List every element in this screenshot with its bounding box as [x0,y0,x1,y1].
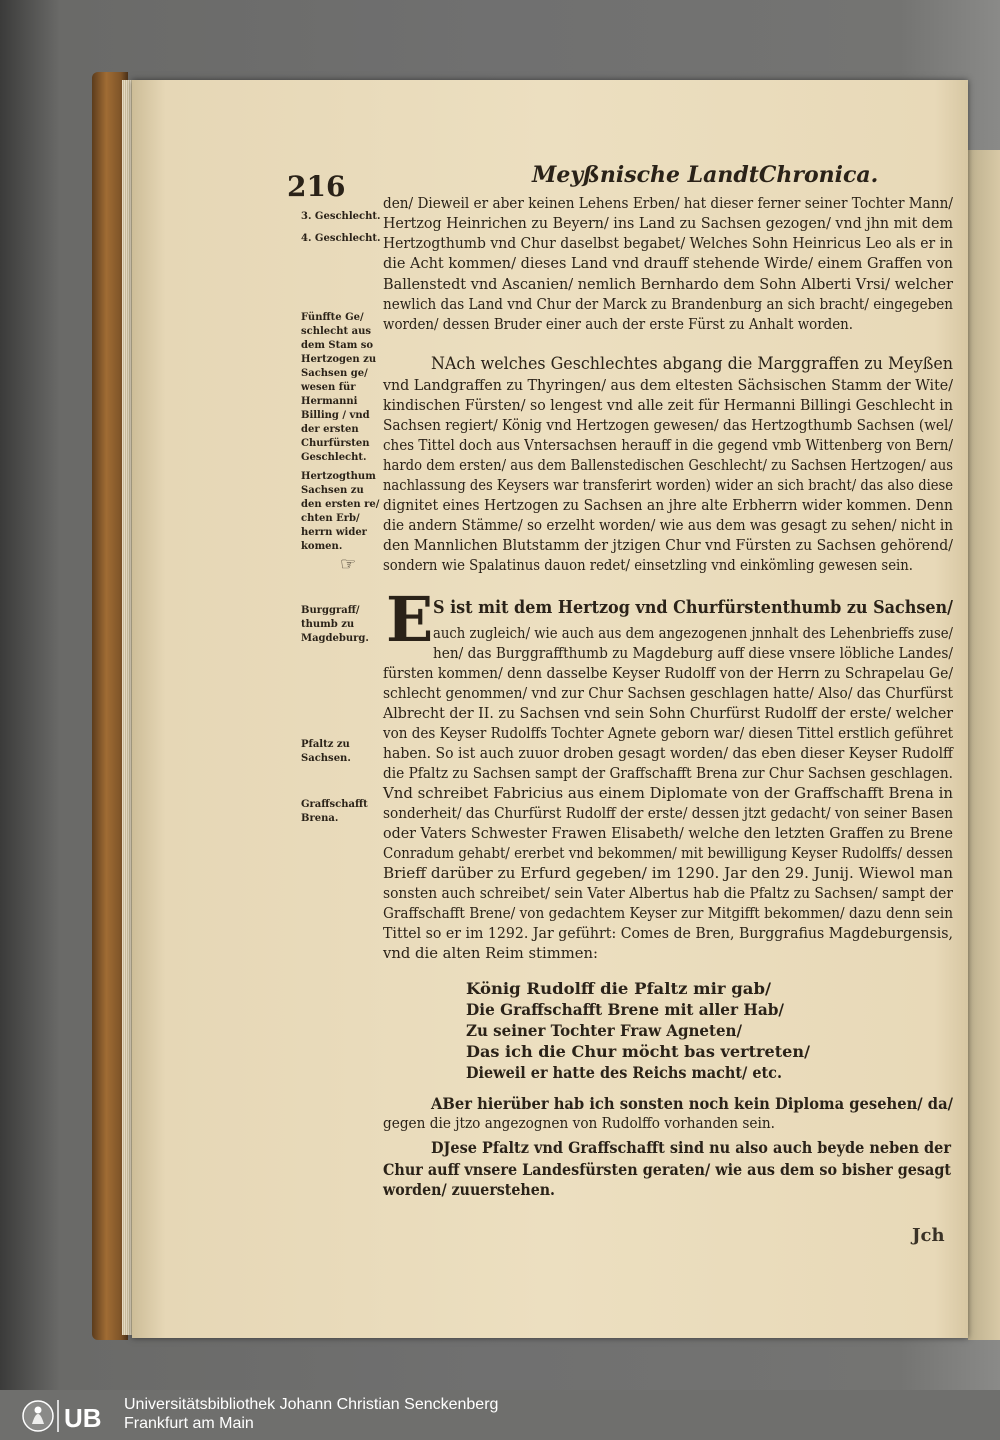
margin-note: der ersten [301,424,359,435]
adjacent-page [968,150,1000,1340]
margin-note: Hermanni [301,396,358,407]
verse-line: Dieweil er hatte des Reichs macht/ etc. [466,1063,782,1082]
text-line: die Pfaltz zu Sachsen sampt der Graffschafft Brena zur Chur Sachsen geschlagen. [383,766,953,782]
margin-note: Sachsen. [301,753,351,764]
margin-note: dem Stam so [301,340,374,351]
text-line: Hertzogthumb vnd Chur daselbst begabet/ Welches Sohn Heinricus Leo als er in [383,236,953,252]
margin-note: Hertzogen zu [301,354,377,365]
text-line: Sachsen regiert/ König vnd Hertzogen gewesen/ das Hertzogthumb Sachsen (wel/ [383,418,953,434]
text-line: hen/ das Burggraffthumb zu Magdeburg auff diese vnsere löbliche Landes/ [433,646,953,662]
text-line: fürsten kommen/ denn dasselbe Keyser Rudolff von der Herrn zu Schrapelau Ge/ [383,666,953,682]
margin-note: schlecht aus [301,326,371,337]
drop-cap: E [386,583,434,656]
margin-note: den ersten re/ [301,499,380,510]
verse-line: Das ich die Chur möcht bas vertreten/ [466,1042,810,1061]
text-line: den Mannlichen Blutstamm der jtzigen Chur vnd Fürsten zu Sachsen gehörend/ [383,538,953,554]
text-line: den/ Dieweil er aber keinen Lehens Erben/ hat dieser ferner seiner Tochter Mann/ [383,196,953,212]
margin-note: thumb zu [301,619,355,630]
text-line: von des Keyser Rudolffs Tochter Agnete geborn war/ diesen Tittel erstlich geführet [383,726,953,742]
library-logo [22,1396,112,1436]
page-number: 216 [287,170,346,203]
text-line: Vnd schreibet Fabricius aus einem Diplomate von der Graffschafft Brena in [383,786,953,802]
text-line: S ist mit dem Hertzog vnd Churfürstenthumb zu Sachsen/ [433,597,953,618]
text-line: Hertzog Heinrichen zu Beyern/ ins Land zu Sachsen gezogen/ vnd jhn mit dem [383,216,953,232]
margin-note: 4. Geschlecht. [301,233,381,244]
text-line: sonsten auch schreibet/ sein Vater Albertus hab die Pfaltz zu Sachsen/ sampt der [383,886,953,902]
verse-line: Die Graffschafft Brene mit aller Hab/ [466,1000,784,1019]
library-name: Universitätsbibliothek Johann Christian Senckenberg [124,1396,499,1413]
text-line: auch zugleich/ wie auch aus dem angezogenen jnnhalt des Lehenbrieffs zuse/ [433,626,953,642]
margin-note: wesen für [301,382,356,393]
margin-note: Graffschafft [301,799,368,810]
text-line: ches Tittel doch aus Vntersachsen herauff in die gegend vmb Wittenberg von Bern/ [383,438,953,454]
margin-note: Billing / vnd [301,410,370,421]
margin-note: komen. [301,541,343,552]
text-line: sondern wie Spalatinus dauon redet/ einsetzling vnd einkömling gewesen sein. [383,558,913,574]
margin-note: Churfürsten [301,438,370,449]
text-line: hardo dem ersten/ aus dem Ballenstedischen Geschlecht/ zu Sachsen Hertzogen/ aus [383,458,953,474]
logo-text: UB [64,1403,102,1433]
text-line: worden/ zuuerstehen. [383,1180,555,1199]
text-line: dignitet eines Hertzogen zu Sachsen an jhre alte Erbherrn wider kommen. Denn [383,498,953,514]
margin-note: Hertzogthum [301,471,376,482]
margin-note: Burggraff/ [301,605,360,616]
text-line: worden/ dessen Bruder einer auch der erste Fürst zu Anhalt worden. [383,317,853,333]
text-line: Ballenstedt vnd Ascanien/ nemlich Bernhardo dem Sohn Alberti Vrsi/ welcher [383,277,953,293]
margin-note: Geschlecht. [301,452,367,463]
margin-note: Sachsen ge/ [301,368,368,379]
text-line: sonderheit/ das Churfürst Rudolff der erste/ dessen jtzt gedacht/ von seiner Basen [383,806,953,822]
text-line: DJese Pfaltz vnd Graffschafft sind nu also auch beyde neben der [431,1138,951,1157]
library-seal-icon [22,1396,112,1436]
text-line: newlich das Land vnd Chur der Marck zu Brandenburg an sich bracht/ eingegeben [383,297,953,313]
text-line: Albrecht der II. zu Sachsen vnd sein Sohn Churfürst Rudolff der erste/ welcher [383,706,953,722]
text-line: Conradum gehabt/ ererbet vnd bekommen/ mit bewilligung Keyser Rudolffs/ dessen [383,846,953,862]
text-line: Tittel so er im 1292. Jar geführt: Comes de Bren, Burggrafius Magdeburgensis, [383,926,953,942]
margin-note: herrn wider [301,527,367,538]
text-line: vnd Landgraffen zu Thyringen/ aus dem eltesten Sächsischen Stamm der Wite/ [383,378,953,394]
text-line: die Acht kommen/ dieses Land vnd drauff stehende Wirde/ einem Graffen von [383,256,953,272]
margin-note: chten Erb/ [301,513,360,524]
text-line: schlecht genommen/ vnd zur Chur Sachsen geschlagen hatte/ Also/ das Churfürst [383,686,953,702]
margin-note: Sachsen zu [301,485,364,496]
text-line: gegen die jtzo angezognen von Rudolffo vorhanden sein. [383,1116,775,1132]
catchword: Jch [912,1225,945,1246]
text-line: nachlassung des Keysers war transferirt worden) wider an sich bracht/ das also diese [383,478,953,494]
margin-note: Brena. [301,813,339,824]
pointing-hand-icon: ☞ [340,554,357,575]
text-line: Graffschafft Brene/ von gedachtem Keyser zur Mitgifft bekommen/ dazu denn sein [383,906,953,922]
margin-note: Magdeburg. [301,633,369,644]
text-line: NAch welches Geschlechtes abgang die Marggraffen zu Meyßen [431,354,953,374]
running-title: Meyßnische LandtChronica. [532,162,879,188]
text-line: Brieff darüber zu Erfurd gegeben/ im 1290. Jar den 29. Junij. Wiewol man [383,866,953,882]
text-line: haben. So ist auch zuuor droben gesagt worden/ das eben dieser Keyser Rudolff [383,746,953,762]
verse-line: König Rudolff die Pfaltz mir gab/ [466,979,771,998]
text-line: ABer hierüber hab ich sonsten noch kein Diploma gesehen/ da/ [431,1094,953,1113]
margin-note: 3. Geschlecht. [301,211,381,222]
text-line: die andern Stämme/ so erzelht worden/ wie aus dem was gesagt zu sehen/ nicht in [383,518,953,534]
library-location: Frankfurt am Main [124,1415,254,1432]
margin-note: Fünffte Ge/ [301,312,364,323]
margin-note: Pfaltz zu [301,739,350,750]
text-line: oder Vaters Schwester Frawen Elisabeth/ welche den letzten Graffen zu Brene [383,826,953,842]
text-line: kindischen Fürsten/ so lengest vnd alle zeit für Hermanni Billingi Geschlecht in [383,398,953,414]
text-line: Chur auff vnsere Landesfürsten geraten/ wie aus dem so bisher gesagt [383,1160,951,1179]
text-line: vnd die alten Reim stimmen: [383,946,598,962]
verse-line: Zu seiner Tochter Fraw Agneten/ [466,1021,742,1040]
